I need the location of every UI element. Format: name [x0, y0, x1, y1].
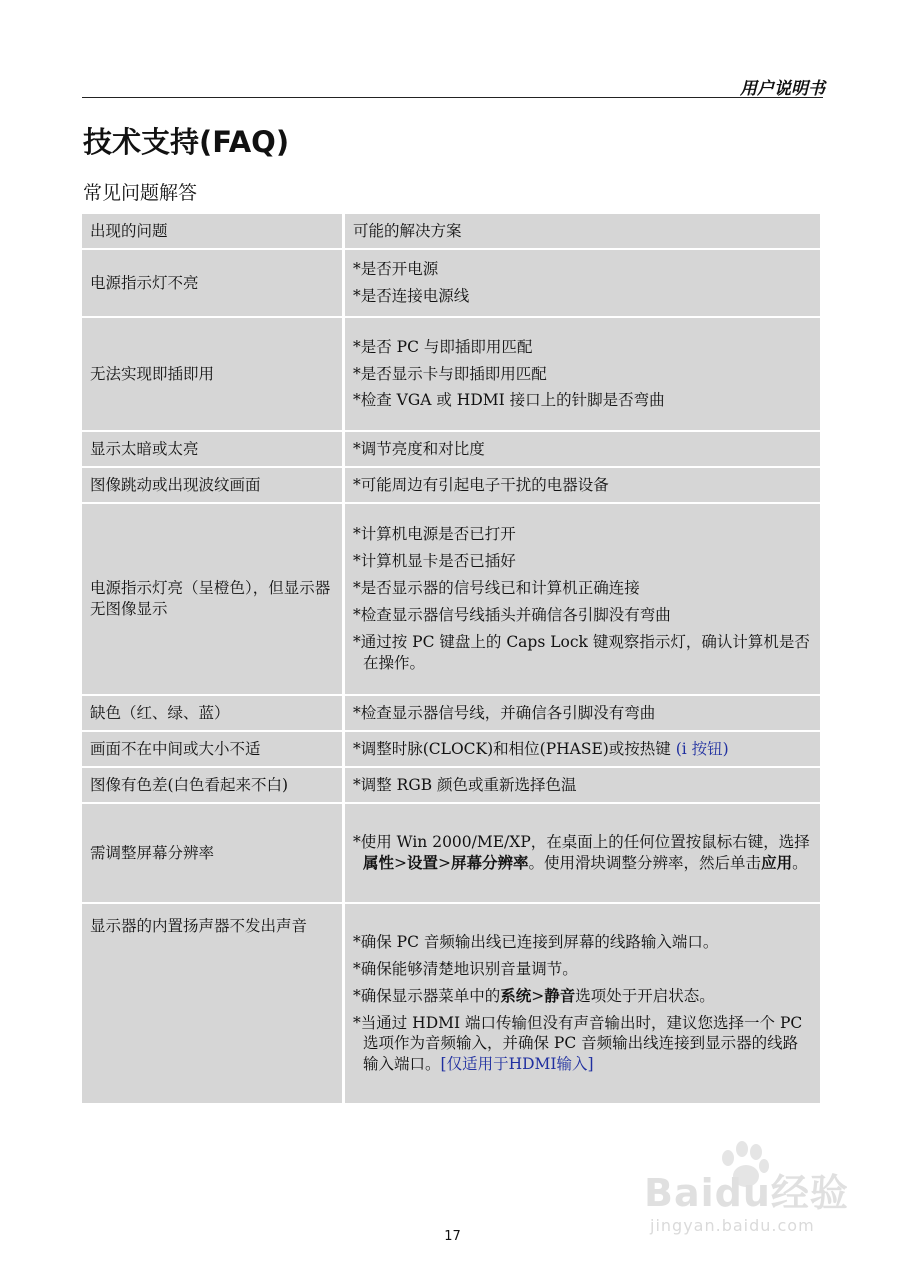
problem-cell: 显示太暗或太亮	[82, 432, 342, 466]
watermark-brand: Baidu经验	[644, 1171, 849, 1215]
solution-line: *检查显示器信号线插头并确信各引脚没有弯曲	[353, 606, 671, 624]
solution-line: *确保 PC 音频输出线已连接到屏幕的线路输入端口。	[353, 932, 719, 951]
solution-line: *计算机显卡是否已插好	[353, 552, 516, 571]
menu-term-properties: 属性	[363, 853, 395, 872]
header-cell-problem: 出现的问题	[82, 214, 342, 248]
solution-line: *是否连接电源线	[353, 287, 470, 305]
solution-text: 。	[792, 854, 808, 872]
problem-cell: 图像有色差(白色看起来不白)	[82, 768, 342, 802]
solution-line: *是否开电源	[353, 260, 439, 279]
problem-cell: 需调整屏幕分辨率	[82, 804, 342, 902]
solution-line: *可能周边有引起电子干扰的电器设备	[353, 475, 609, 494]
menu-separator: >	[531, 986, 545, 1005]
solution-cell	[345, 468, 820, 502]
solution-cell	[345, 318, 820, 430]
solution-line: *确保能够清楚地识别音量调节。	[353, 959, 578, 978]
solution-line: *通过按 PC 键盘上的 Caps Lock 键观察指示灯，确认计算机是否在操作。	[353, 632, 810, 672]
solution-line: *计算机电源是否已打开	[353, 525, 516, 544]
problem-cell: 显示器的内置扬声器不发出声音	[82, 904, 342, 1103]
menu-separator: >	[394, 854, 408, 872]
solution-line: *检查 VGA 或 HDMI 接口上的针脚是否弯曲	[353, 391, 665, 410]
solution-text: *确保显示器菜单中的	[353, 986, 501, 1005]
header-rule	[82, 97, 823, 98]
solution-line	[353, 986, 812, 1007]
menu-term-system: 系统	[500, 985, 532, 1005]
solution-line: *是否显示卡与即插即用匹配	[353, 364, 547, 383]
solution-line: *检查显示器信号线，并确信各引脚没有弯曲	[353, 703, 656, 722]
solution-cell	[345, 432, 820, 466]
solution-text: *当通过 HDMI 端口传输但没有声音输出时，建议您选择一个 PC 选项作为音频输入，并确保 PC 音频输出线连接到显示器的线路输入端口。	[353, 1013, 803, 1074]
page-title: 技术支持(FAQ)	[83, 125, 290, 159]
problem-cell: 电源指示灯亮（呈橙色），但显示器无图像显示	[82, 504, 342, 694]
solution-line	[353, 739, 812, 760]
solution-line: *调整 RGB 颜色或重新选择色温	[353, 775, 577, 794]
solution-line: *调节亮度和对比度	[353, 439, 485, 458]
watermark-url: jingyan.baidu.com	[650, 1216, 815, 1235]
page-number: 17	[444, 1229, 461, 1244]
solution-cell	[345, 732, 820, 766]
solution-line: *是否显示器的信号线已和计算机正确连接	[353, 579, 640, 598]
solution-text: 。使用滑块调整分辨率，然后单击	[528, 854, 762, 872]
header-cell-solution	[345, 214, 820, 248]
solution-line: *是否 PC 与即插即用匹配	[353, 337, 533, 356]
solution-text: 选项处于开启状态。	[575, 986, 715, 1005]
hotkey-link[interactable]: (i 按钮)	[675, 739, 729, 758]
menu-term-mute: 静音	[544, 985, 576, 1005]
menu-term-apply: 应用	[761, 853, 793, 872]
solution-cell	[345, 804, 820, 902]
hdmi-only-note: [仅适用于HDMI输入]	[440, 1055, 594, 1074]
problem-cell: 缺色（红、绿、蓝）	[82, 696, 342, 730]
problem-cell: 无法实现即插即用	[82, 318, 342, 430]
solution-line	[353, 1013, 812, 1076]
solution-cell	[345, 696, 820, 730]
solution-cell	[345, 504, 820, 694]
solution-text: *调整时脉(CLOCK)和相位(PHASE)或按热键	[353, 739, 676, 758]
solution-cell	[345, 904, 820, 1103]
problem-cell: 图像跳动或出现波纹画面	[82, 468, 342, 502]
document-header-label: 用户说明书	[740, 79, 825, 99]
problem-cell: 画面不在中间或大小不适	[82, 732, 342, 766]
section-heading: 常见问题解答	[83, 182, 198, 204]
solution-cell	[345, 768, 820, 802]
problem-cell: 电源指示灯不亮	[82, 250, 342, 316]
faq-table	[82, 214, 820, 1103]
solution-text: *使用 Win 2000/ME/XP，在桌面上的任何位置按鼠标右键，选择	[353, 833, 810, 852]
menu-term-settings: 设置	[407, 853, 439, 872]
solution-line	[353, 832, 812, 874]
menu-separator: >	[438, 854, 452, 872]
menu-term-resolution: 屏幕分辨率	[451, 853, 529, 872]
header-solution-text: 可能的解决方案	[353, 221, 462, 240]
solution-cell	[345, 250, 820, 316]
